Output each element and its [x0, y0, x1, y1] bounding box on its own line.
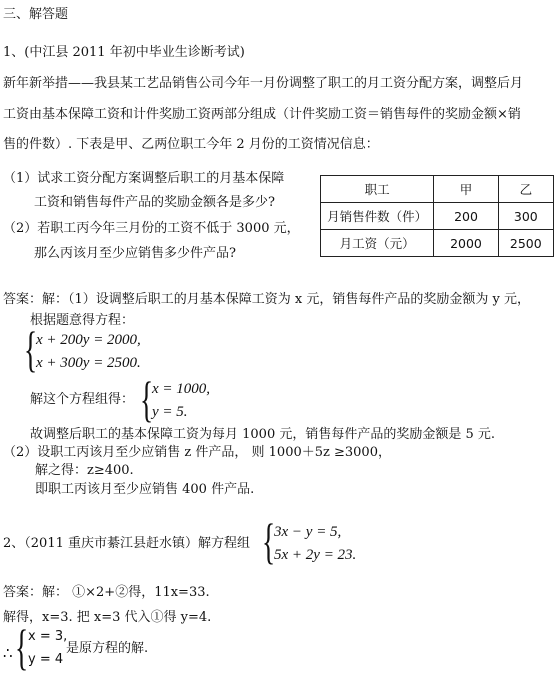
table-cell: 200 [434, 203, 498, 230]
problem-1-intro-line-3: 售的件数）. 下表是甲、乙两位职工今年 2 月份的工资情况信息： [3, 137, 379, 152]
table-cell: 2500 [498, 230, 553, 257]
solution-brace: { [140, 371, 154, 427]
table-row [321, 203, 554, 230]
table-cell: 2000 [434, 230, 498, 257]
answer-2-tail: 是原方程的解. [66, 641, 149, 656]
answer-2-solution-1: x = 3, [28, 629, 68, 644]
equation-line-2: x + 300y = 2500. [36, 355, 141, 371]
table-cell: 300 [498, 203, 553, 230]
answer-2-line-2: 解得，x=3. 把 x=3 代入①得 y=4. [3, 610, 212, 625]
therefore-symbol: ∴ [3, 644, 13, 662]
table-cell: 月销售件数（件） [321, 203, 434, 230]
problem-2-equation-2: 5x + 2y = 23. [274, 547, 357, 563]
table-header-cell: 甲 [434, 176, 498, 203]
question-1-line-1: （1）试求工资分配方案调整后职工的月基本保障 [3, 171, 285, 186]
question-1-line-2: 工资和销售每件产品的奖励金额各是多少? [34, 195, 275, 210]
conclusion-line: 故调整后职工的基本保障工资为每月 1000 元，销售每件产品的奖励金额是 5 元. [30, 427, 496, 442]
table-header-cell: 乙 [498, 176, 553, 203]
equation-brace: { [24, 321, 38, 377]
part-2-end: 即职工丙该月至少应销售 400 件产品. [35, 482, 255, 497]
answer-2-solution-2: y = 4 [28, 652, 64, 667]
problem-1-intro-line-1: 新年新举措——我县某工艺品销售公司今年一月份调整了职工的月工资分配方案，调整后月 [3, 76, 524, 91]
answer-1-line-1: 答案：解：（1）设调整后职工的月基本保障工资为 x 元，销售每件产品的奖励金额为 y 元， [3, 292, 530, 307]
section-title: 三、解答题 [3, 7, 69, 22]
part-2-line: （2）设职工丙该月至少应销售 z 件产品， 则 1000＋5z ≥3000， [3, 445, 391, 460]
solution-brace: { [15, 619, 29, 675]
solve-label: 解这个方程组得： [30, 392, 135, 407]
problem-1-heading: 1、(中江县 2011 年初中毕业生诊断考试) [3, 45, 245, 60]
answer-1-line-2: 根据题意得方程： [30, 313, 135, 328]
question-2-line-2: 那么丙该月至少应销售多少件产品? [34, 246, 236, 261]
part-2-solve: 解之得：z≥400. [35, 463, 134, 478]
problem-2-heading: 2、（2011 重庆市綦江县赶水镇）解方程组 [3, 536, 250, 551]
question-2-line-1: （2）若职工丙今年三月份的工资不低于 3000 元， [3, 221, 300, 236]
problem-1-intro-line-2: 工资由基本保障工资和计件奖励工资两部分组成（计件奖励工资＝销售每件的奖励金额×销 [3, 107, 521, 122]
equation-line-1: x + 200y = 2000, [36, 332, 141, 348]
solution-line-1: x = 1000, [152, 381, 211, 397]
wage-table [320, 175, 554, 257]
equation-brace: { [262, 513, 276, 569]
solution-line-2: y = 5. [152, 404, 188, 420]
problem-2-equation-1: 3x − y = 5, [274, 524, 342, 540]
table-header-cell: 职工 [321, 176, 434, 203]
table-row [321, 230, 554, 257]
table-cell: 月工资（元） [321, 230, 434, 257]
table-row [321, 176, 554, 203]
answer-2-line-1: 答案：解： ①×2+②得，11x=33. [3, 585, 210, 600]
